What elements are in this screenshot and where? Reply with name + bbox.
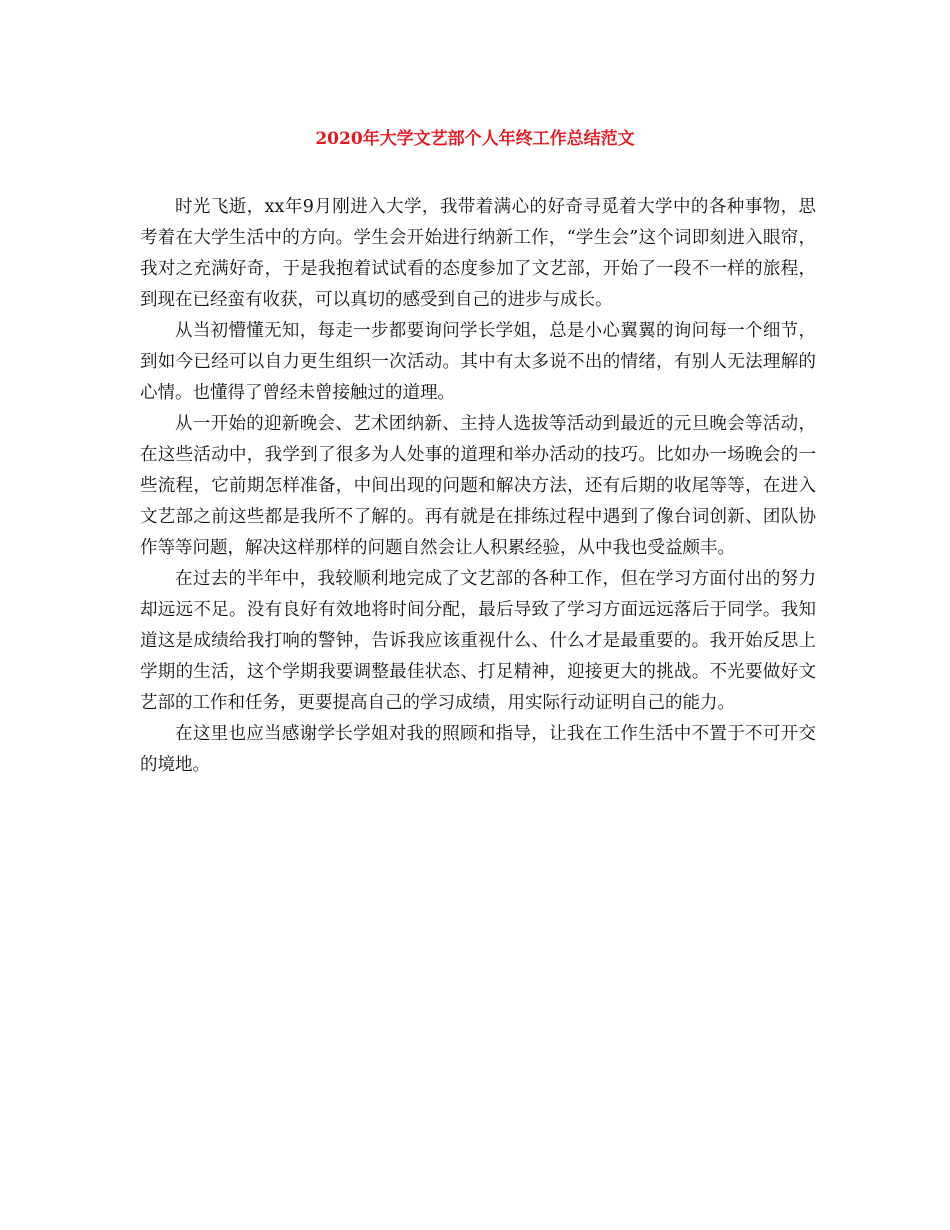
paragraph-3: 从一开始的迎新晚会、艺术团纳新、主持人选拔等活动到最近的元旦晚会等活动，在这些活动中，我学到了很多为人处事的道理和举办活动的技巧。比如办一场晚会的一些流程，它前期怎样准备，中间出现的问题和解决方法，还有后期的收尾等等，在进入文艺部之前这些都是我所不了解的。再有就是在排练过程中遇到了像台词创新、团队协作等等问题，解决这样那样的问题自然会让人积累经验，从中我也受益颇丰。 — [140, 414, 816, 558]
paragraph-2: 从当初懵懂无知，每走一步都要询问学长学姐，总是小心翼翼的询问每一个细节，到如今已经可以自力更生组织一次活动。其中有太多说不出的情绪，有别人无法理解的心情。也懂得了曾经未曾接触过的道理。 — [140, 321, 816, 403]
paragraph-5: 在这里也应当感谢学长学姐对我的照顾和指导，让我在工作生活中不置于不可开交的境地。 — [140, 724, 816, 775]
paragraph-1: 时光飞逝，xx年9月刚进入大学，我带着满心的好奇寻觅着大学中的各种事物，思考着在大学生活中的方向。学生会开始进行纳新工作，“学生会”这个词即刻进入眼帘，我对之充满好奇，于是我抱着试试看的态度参加了文艺部，开始了一段不一样的旅程，到现在已经蛮有收获，可以真切的感受到自己的进步与成长。 — [140, 197, 816, 310]
paragraph-4: 在过去的半年中，我较顺利地完成了文艺部的各种工作，但在学习方面付出的努力却远远不足。没有良好有效地将时间分配，最后导致了学习方面远远落后于同学。我知道这是成绩给我打响的警钟，告诉我应该重视什么、什么才是最重要的。我开始反思上学期的生活，这个学期我要调整最佳状态、打足精神，迎接更大的挑战。不光要做好文艺部的工作和任务，更要提高自己的学习成绩，用实际行动证明自己的能力。 — [140, 569, 816, 713]
document-body — [140, 192, 816, 781]
document-title: 2020年大学文艺部个人年终工作总结范文 — [315, 129, 635, 149]
